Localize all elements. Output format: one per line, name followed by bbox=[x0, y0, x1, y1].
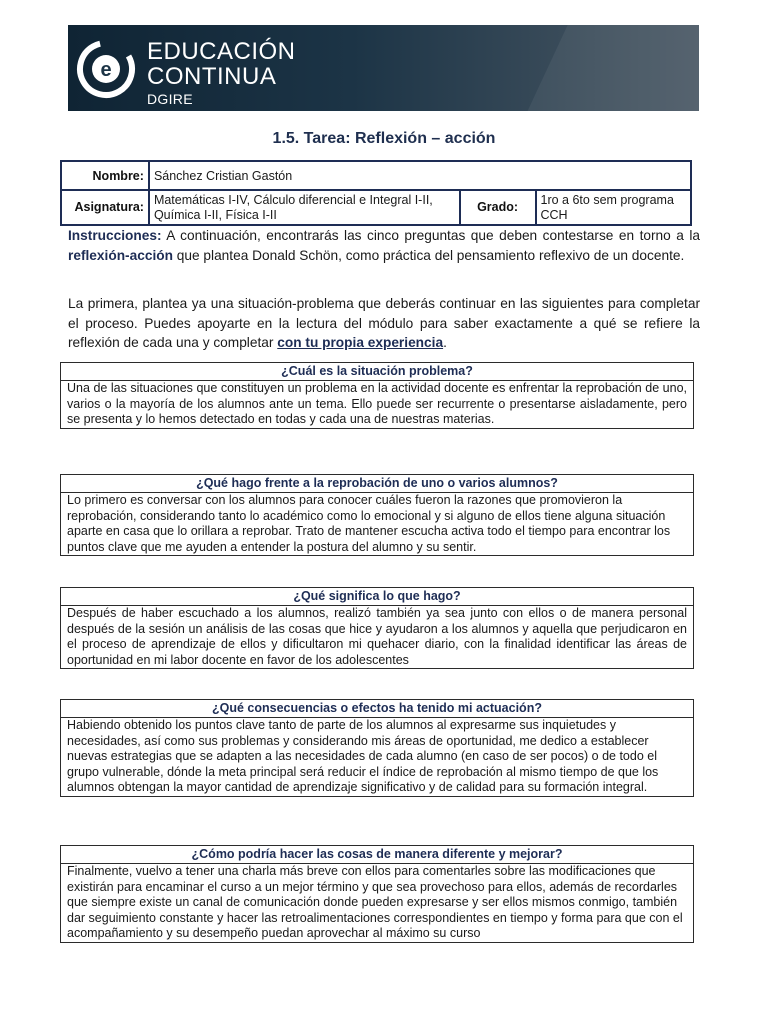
question-box-4 bbox=[60, 699, 694, 797]
page-title: 1.5. Tarea: Reflexión – acción bbox=[272, 130, 496, 147]
instructions-label: Instrucciones: bbox=[68, 228, 162, 243]
logo-line-2: CONTINUA bbox=[147, 63, 277, 90]
nombre-label: Nombre: bbox=[61, 161, 149, 190]
question-box-3 bbox=[60, 587, 694, 669]
svg-text:e: e bbox=[100, 59, 112, 81]
question-box-2 bbox=[60, 474, 694, 556]
banner-decoration bbox=[515, 25, 699, 111]
question-1: ¿Cuál es la situación problema? bbox=[61, 363, 693, 381]
question-4: ¿Qué consecuencias o efectos ha tenido mi actuación? bbox=[61, 700, 693, 718]
answer-4: Habiendo obtenido los puntos clave tanto de parte de los alumnos al expresarme sus inquietudes y necesidades, así como sus problemas y considerando mis áreas de oportunidad, me dedico a establecer nuevas estrategias que se adapten a las necesidades de cada alumno (en caso de ser pocos) o de todo el grupo vulnerable, dónde la meta principal será reducir el índice de reprobación al mismo tiempo de que los alumnos obtengan la mayor cantidad de aprendizaje significativo y de calidad para su formación integral. bbox=[67, 718, 659, 795]
grado-value: 1ro a 6to sem programa CCH bbox=[536, 190, 692, 225]
grado-label: Grado: bbox=[460, 190, 536, 225]
logo-wordmark bbox=[147, 40, 296, 106]
student-info-table bbox=[60, 160, 692, 226]
answer-3: Después de haber escuchado a los alumnos, realizó también ya sea junto con ellos o de manera personal después de la sesión un análisis de las cosas que hice y ayudaron a los alumnos y aquella que perjudicaron en el proceso de aprendizaje de ellos y dificultaron mi quehacer diario, con la finalidad identificar las áreas de oportunidad en mi labor docente en favor de los adolescentes bbox=[67, 606, 687, 667]
question-box-1 bbox=[60, 362, 694, 429]
instructions-paragraph bbox=[68, 226, 700, 265]
process-paragraph bbox=[68, 294, 700, 353]
instructions-bold-term: reflexión-acción bbox=[68, 247, 173, 263]
question-box-5 bbox=[60, 845, 694, 943]
nombre-value: Sánchez Cristian Gastón bbox=[149, 161, 691, 190]
asignatura-label: Asignatura: bbox=[61, 190, 149, 225]
answer-1: Una de las situaciones que constituyen un problema en la actividad docente es enfrentar la reprobación de uno, varios o la mayoría de los alumnos ante un tema. Ello puede ser recurrente o presentarse aisladamente, pero se presenta y lo hemos detectado en todas y cada una de nuestras materias. bbox=[67, 381, 687, 427]
header-banner bbox=[68, 25, 699, 111]
question-5: ¿Cómo podría hacer las cosas de manera diferente y mejorar? bbox=[61, 846, 693, 864]
own-experience-emphasis: con tu propia experiencia bbox=[277, 335, 444, 350]
instructions-text-1: A continuación, encontrarás las cinco preguntas que deben contestarse en torno a la bbox=[161, 228, 700, 243]
question-3: ¿Qué significa lo que hago? bbox=[61, 588, 693, 606]
process-text: La primera, plantea ya una situación-problema que deberás continuar en las siguientes para completar el proceso. Puedes apoyarte en la lectura del módulo para saber exactamente a qué se refiere la reflexión de cada una y completar bbox=[68, 296, 700, 350]
logo-line-1: EDUCACIÓN bbox=[147, 38, 296, 65]
logo-line-3: DGIRE bbox=[147, 91, 193, 107]
e-circle-logo-icon bbox=[76, 39, 136, 99]
question-2: ¿Qué hago frente a la reprobación de uno o varios alumnos? bbox=[61, 475, 693, 493]
answer-5: Finalmente, vuelvo a tener una charla más breve con ellos para comentarles sobre las modificaciones que existirán para encaminar el curso a un mejor término y que sea provechoso para ellos, además de recordarles que siempre existe un canal de comunicación donde pueden expresarse y ser ellos mismos conmigo, también dar seguimiento constante y hacer las retroalimentaciones correspondientes en tiempo y forma para que con el acompañamiento y su desempeño puedan aprovechar al máximo su curso bbox=[67, 864, 683, 941]
instructions-text-2: que plantea Donald Schön, como práctica del pensamiento reflexivo de un docente. bbox=[172, 247, 685, 263]
asignatura-value: Matemáticas I-IV, Cálculo diferencial e Integral I-II, Química I-II, Física I-II bbox=[149, 190, 460, 225]
answer-2: Lo primero es conversar con los alumnos para conocer cuáles fueron la razones que promovieron la reprobación, considerando tanto lo académico como lo emocional y si alguno de ellos tiene alguna situación aparte en casa que lo orillara a reprobar. Trato de mantener escucha activa todo el tiempo para encontrar los puntos clave que me ayuden a entender la postura del alumno y su sentir. bbox=[67, 493, 671, 554]
process-text-end: . bbox=[443, 335, 447, 350]
